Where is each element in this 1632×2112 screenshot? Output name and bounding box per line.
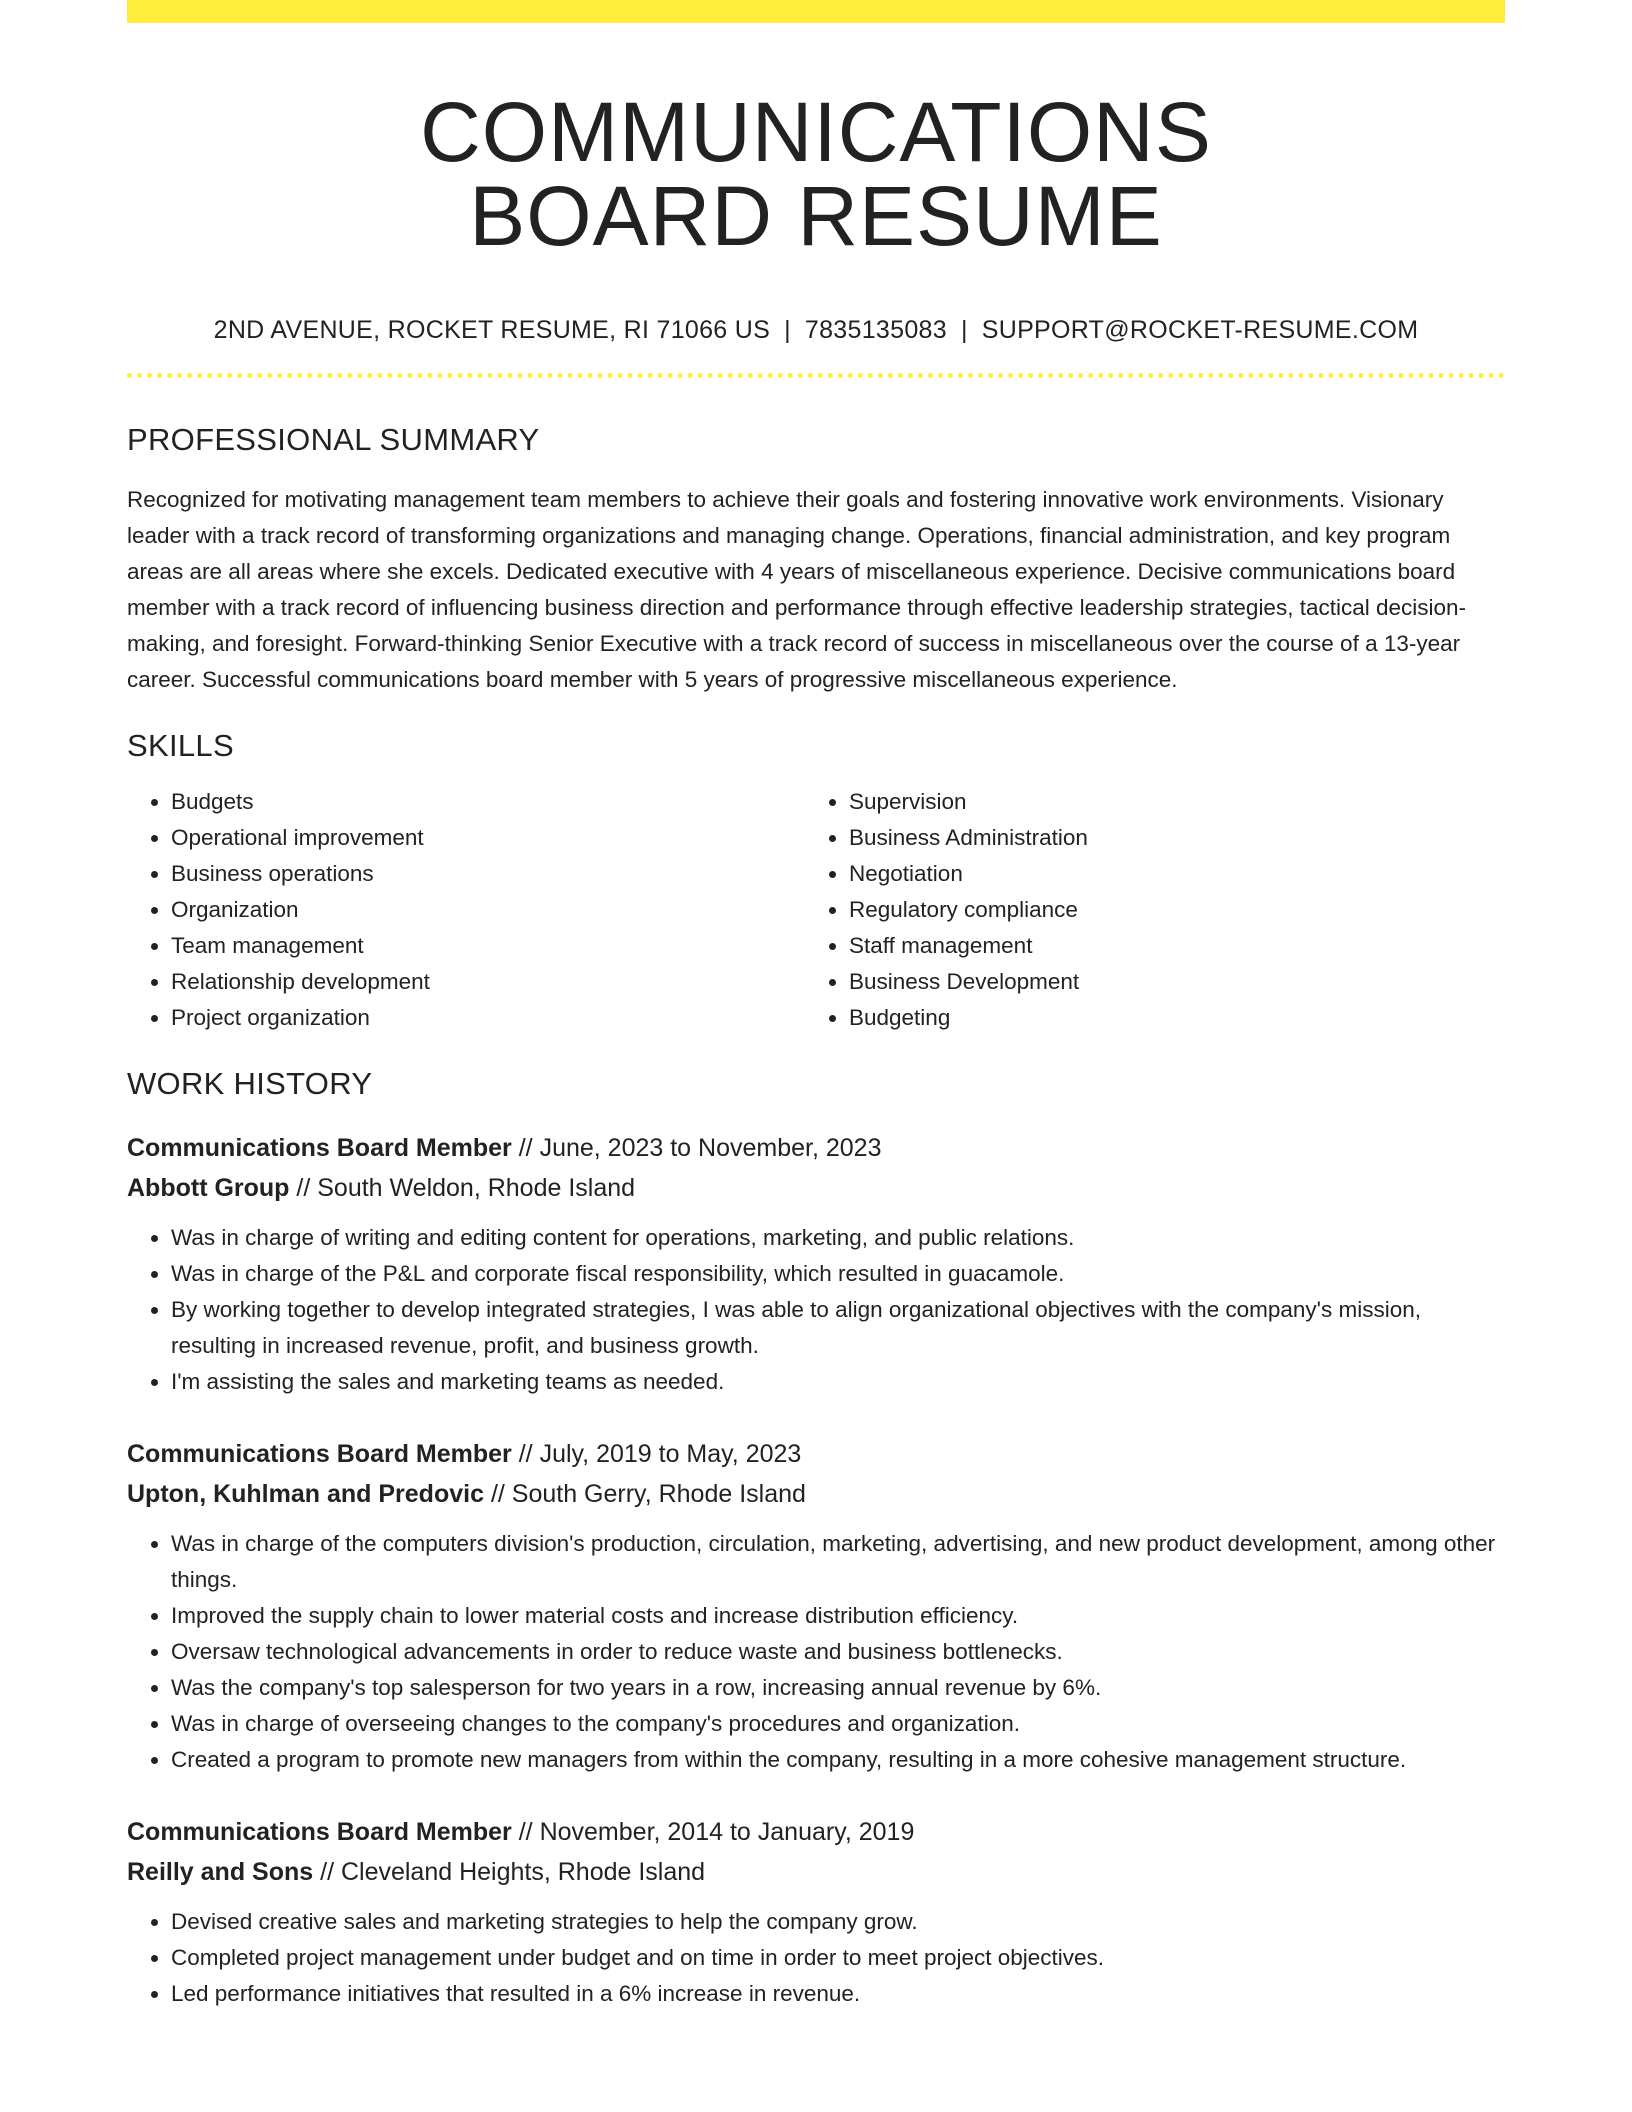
job-company-line — [127, 1474, 1505, 1514]
skill-item: • Business Development — [849, 964, 1483, 1000]
skill-item: • Supervision — [849, 784, 1483, 820]
job-bullet: • Created a program to promote new managers from within the company, resulting in a more cohesive management structure. — [171, 1742, 1505, 1778]
resume-page — [127, 0, 1505, 2012]
dotted-divider — [127, 373, 1505, 378]
skills-heading: SKILLS — [127, 728, 234, 763]
job-bullets — [127, 1904, 1505, 2012]
job-company: Reilly and Sons — [127, 1858, 314, 1886]
resume-title-line1: COMMUNICATIONS — [420, 85, 1212, 179]
job-role-line — [127, 1434, 1505, 1474]
skills-column-left — [127, 784, 805, 1036]
contact-separator: | — [784, 316, 791, 344]
skill-item: • Operational improvement — [171, 820, 805, 856]
job-bullets — [127, 1526, 1505, 1778]
accent-bar — [127, 0, 1505, 23]
job-bullet: • Was in charge of the computers division's production, circulation, marketing, advertising, and new product development, among other things. — [171, 1526, 1505, 1598]
job-bullet: • Oversaw technological advancements in order to reduce waste and business bottlenecks. — [171, 1634, 1505, 1670]
job-entry — [127, 1812, 1505, 2012]
skill-item: • Business operations — [171, 856, 805, 892]
job-location: // South Weldon, Rhode Island — [296, 1174, 636, 1202]
skill-item: • Budgeting — [849, 1000, 1483, 1036]
job-entry — [127, 1128, 1505, 1400]
job-role: Communications Board Member — [127, 1440, 512, 1468]
skill-item: • Relationship development — [171, 964, 805, 1000]
skill-item: • Project organization — [171, 1000, 805, 1036]
job-bullet: • Led performance initiatives that resulted in a 6% increase in revenue. — [171, 1976, 1505, 2012]
skill-item: • Staff management — [849, 928, 1483, 964]
skill-item: • Organization — [171, 892, 805, 928]
job-entry — [127, 1434, 1505, 1778]
job-bullet: • Was in charge of the P&L and corporate fiscal responsibility, which resulted in guacamole. — [171, 1256, 1505, 1292]
skill-item: • Business Administration — [849, 820, 1483, 856]
job-role: Communications Board Member — [127, 1818, 512, 1846]
job-bullet: • Improved the supply chain to lower material costs and increase distribution efficiency. — [171, 1598, 1505, 1634]
resume-title — [127, 85, 1505, 263]
job-bullets — [127, 1220, 1505, 1400]
contact-address: 2ND AVENUE, ROCKET RESUME, RI 71066 US — [213, 316, 771, 344]
summary-text: Recognized for motivating management team members to achieve their goals and fostering innovative work environments. Visionary leader with a track record of transforming organizations and managing change. Operations, financial administration, and key program areas are all areas where she excels. Dedicated executive with 4 years of miscellaneous experience. Decisive communications board member with a track record of influencing business direction and performance through effective leadership strategies, tactical decision-making, and foresight. Forward-thinking Senior Executive with a track record of success in miscellaneous over the course of a 13-year career. Successful communications board member with 5 years of progressive miscellaneous experience. — [127, 487, 1467, 692]
job-bullet: • Was the company's top salesperson for two years in a row, increasing annual revenue by 6%. — [171, 1670, 1505, 1706]
job-bullet: • Was in charge of writing and editing content for operations, marketing, and public relations. — [171, 1220, 1505, 1256]
job-company: Upton, Kuhlman and Predovic — [127, 1480, 484, 1508]
job-dates: // November, 2014 to January, 2019 — [518, 1818, 915, 1846]
job-location: // South Gerry, Rhode Island — [490, 1480, 806, 1508]
job-role-line — [127, 1812, 1505, 1852]
skill-item: • Negotiation — [849, 856, 1483, 892]
contact-phone: 7835135083 — [804, 316, 947, 344]
job-bullet: • Was in charge of overseeing changes to the company's procedures and organization. — [171, 1706, 1505, 1742]
skills-list — [127, 784, 1505, 1036]
job-dates: // July, 2019 to May, 2023 — [518, 1440, 802, 1468]
skill-item: • Budgets — [171, 784, 805, 820]
job-dates: // June, 2023 to November, 2023 — [518, 1134, 882, 1162]
skills-column-right — [805, 784, 1483, 1036]
contact-line — [127, 316, 1505, 345]
skill-item: • Regulatory compliance — [849, 892, 1483, 928]
job-company-line — [127, 1168, 1505, 1208]
job-bullet: • By working together to develop integrated strategies, I was able to align organizational objectives with the company's mission, resulting in increased revenue, profit, and business growth. — [171, 1292, 1505, 1364]
job-company-line — [127, 1852, 1505, 1892]
skill-item: • Team management — [171, 928, 805, 964]
contact-separator: | — [960, 316, 968, 344]
job-bullet: • Devised creative sales and marketing strategies to help the company grow. — [171, 1904, 1505, 1940]
work-history-heading: WORK HISTORY — [127, 1066, 373, 1101]
job-location: // Cleveland Heights, Rhode Island — [320, 1858, 706, 1886]
job-role: Communications Board Member — [127, 1134, 512, 1162]
resume-title-line2: BOARD RESUME — [469, 169, 1163, 263]
summary-heading: PROFESSIONAL SUMMARY — [127, 422, 540, 457]
job-bullet: • Completed project management under budget and on time in order to meet project objectives. — [171, 1940, 1505, 1976]
job-role-line — [127, 1128, 1505, 1168]
job-company: Abbott Group — [127, 1174, 290, 1202]
contact-email: SUPPORT@ROCKET-RESUME.COM — [981, 316, 1419, 344]
job-bullet: • I'm assisting the sales and marketing teams as needed. — [171, 1364, 1505, 1400]
